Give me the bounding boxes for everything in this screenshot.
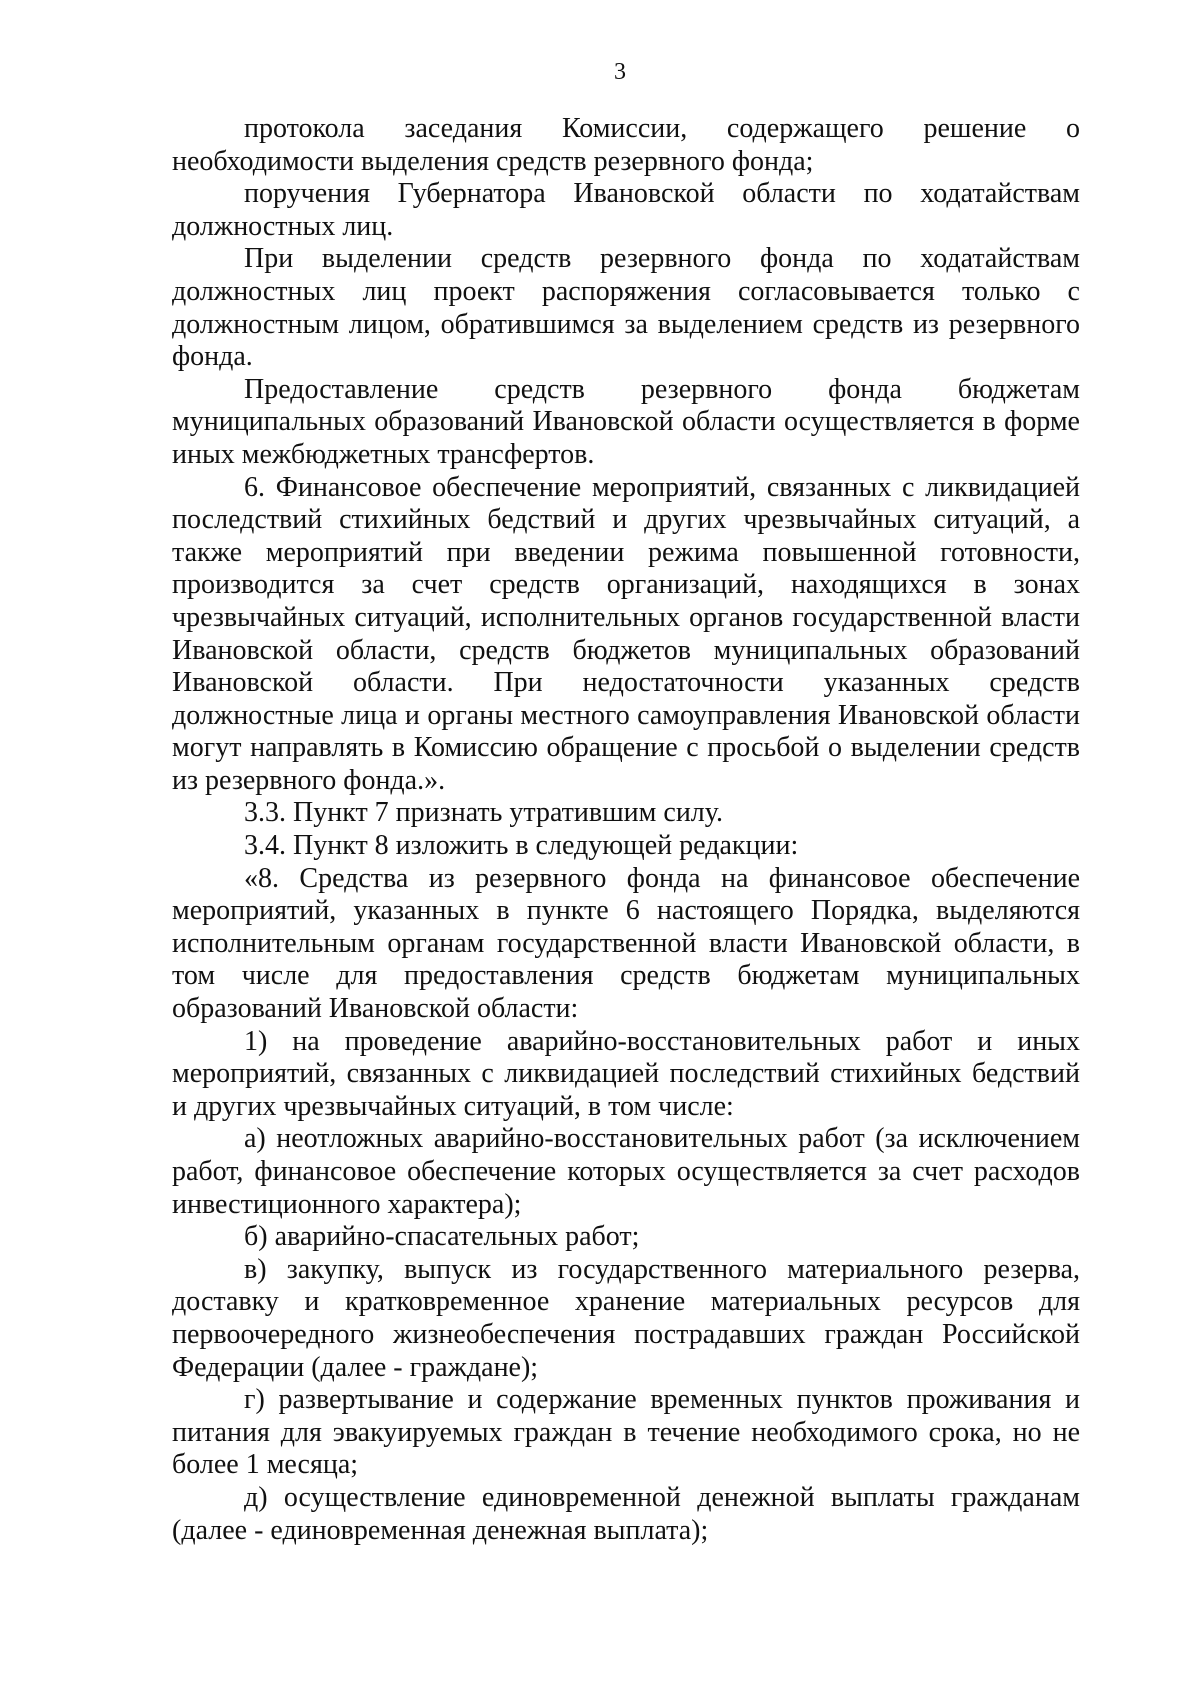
paragraph-subitem-g: г) развертывание и содержание временных пунктов проживания и питания для эвакуируемых граждан в течение необходимого срока, но не более 1 месяца; <box>172 1384 1080 1481</box>
paragraph-subitem-b: б) аварийно-спасательных работ; <box>244 1221 640 1253</box>
paragraph-subitem-d: д) осуществление единовременной денежной выплаты гражданам (далее - единовременная денежная выплата); <box>172 1481 1080 1546</box>
paragraph-item-8: «8. Средства из резервного фонда на финансовое обеспечение мероприятий, указанных в пункте 6 настоящего Порядка, выделяются исполнительным органам государственной власти Ивановской области, в том числе для предоставления средств бюджетам муниципальных образований Ивановской области: <box>172 862 1080 1025</box>
paragraph-3-3: 3.3. Пункт 7 признать утратившим силу. <box>244 797 723 829</box>
paragraph-3-4: 3.4. Пункт 8 изложить в следующей редакции: <box>244 830 799 862</box>
paragraph-transfers: Предоставление средств резервного фонда бюджетам муниципальных образований Ивановской области осуществляется в форме иных межбюджетных трансфертов. <box>172 373 1080 470</box>
page-number: 3 <box>614 59 626 85</box>
paragraph-subitem-a: а) неотложных аварийно-восстановительных работ (за исключением работ, финансовое обеспечение которых осуществляется за счет расходов инвестиционного характера); <box>172 1123 1080 1220</box>
paragraph-approval: При выделении средств резервного фонда по ходатайствам должностных лиц проект распоряжения согласовывается только с должностным лицом, обратившимся за выделением средств из резервного фонда. <box>172 243 1080 373</box>
paragraph-governor-order: поручения Губернатора Ивановской области по ходатайствам должностных лиц. <box>172 178 1080 242</box>
paragraph-subitem-1: 1) на проведение аварийно-восстановительных работ и иных мероприятий, связанных с ликвидацией последствий стихийных бедствий и других чрезвычайных ситуаций, в том числе: <box>172 1025 1080 1122</box>
paragraph-protocol: протокола заседания Комиссии, содержащего решение о необходимости выделения средств резервного фонда; <box>172 113 1080 177</box>
document-body <box>172 113 1080 1547</box>
paragraph-subitem-v: в) закупку, выпуск из государственного материального резерва, доставку и кратковременное хранение материальных ресурсов для первоочередного жизнеобеспечения пострадавших граждан Российской Федерации (далее - граждане); <box>172 1253 1080 1383</box>
paragraph-item-6: 6. Финансовое обеспечение мероприятий, связанных с ликвидацией последствий стихийных бедствий и других чрезвычайных ситуаций, а также мероприятий при введении режима повышенной готовности, производится за счет средств организаций, находящихся в зонах чрезвычайных ситуаций, исполнительных органов государственной власти Ивановской области, средств бюджетов муниципальных образований Ивановской области. При недостаточности указанных средств должностные лица и органы местного самоуправления Ивановской области могут направлять в Комиссию обращение с просьбой о выделении средств из резервного фонда.». <box>172 471 1080 796</box>
